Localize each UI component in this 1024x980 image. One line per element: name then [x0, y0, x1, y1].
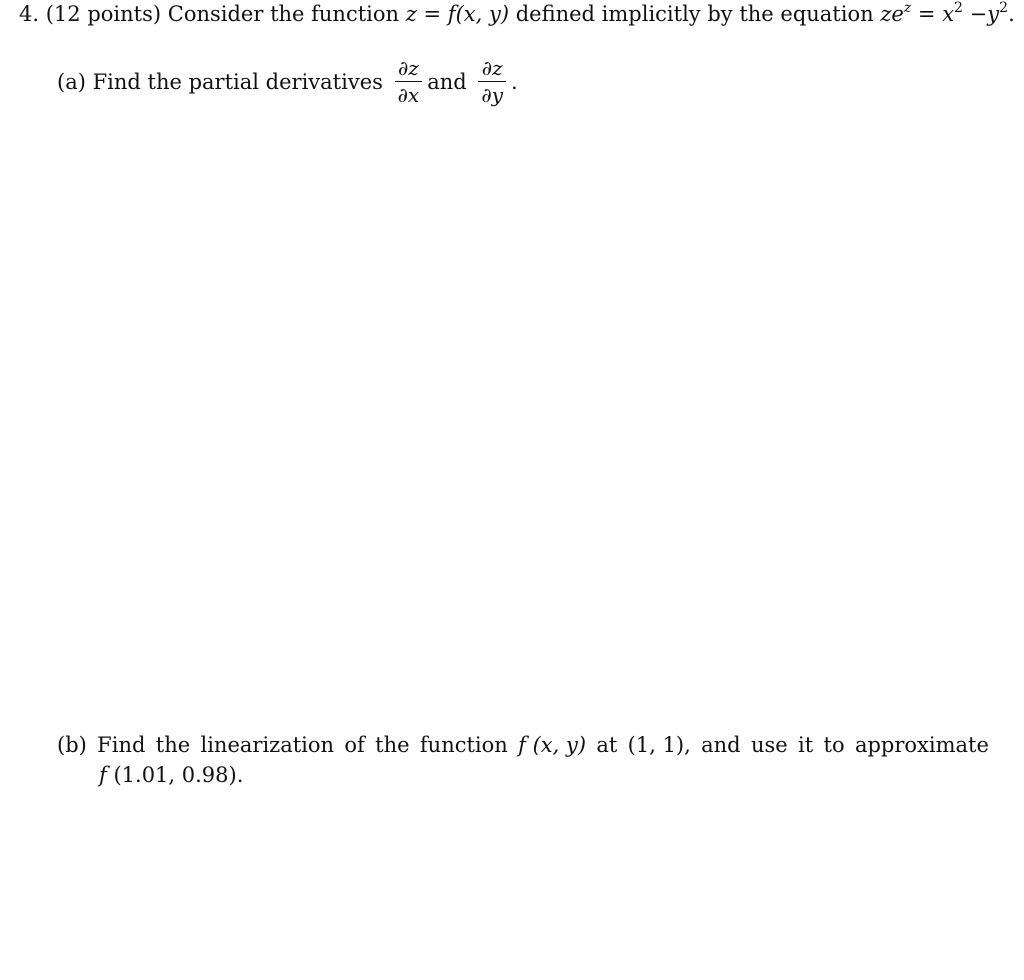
part-b-word: at: [596, 733, 618, 757]
equation-lhs-exponent: z: [903, 0, 912, 16]
part-b-word: approximate: [854, 733, 989, 757]
part-b-label: (b): [57, 733, 87, 757]
equation-x: x: [942, 2, 955, 26]
equation-lhs: ze: [880, 2, 904, 26]
part-b-word: it: [798, 733, 814, 757]
part-b-approx-args: (1.01, 0.98).: [113, 763, 244, 787]
equation-y: y: [987, 2, 1000, 26]
math-equals: =: [423, 2, 442, 26]
part-b-function: f (x, y): [518, 733, 587, 757]
partial-dz-dx-fraction: [395, 56, 423, 107]
part-b-word: and: [701, 733, 741, 757]
fraction-denominator: ∂x: [397, 83, 420, 107]
part-b-point: (1, 1),: [627, 733, 691, 757]
part-a: [57, 58, 518, 109]
problem-number: 4.: [19, 2, 40, 26]
fraction-numerator: ∂z: [481, 56, 503, 80]
fraction-bar: [395, 81, 423, 82]
part-a-end: .: [511, 70, 518, 94]
problem-points: (12 points): [45, 2, 162, 26]
fraction-numerator: ∂z: [397, 56, 419, 80]
part-b: [57, 731, 989, 759]
part-b-word: use: [750, 733, 788, 757]
problem-implicit-text: defined implicitly by the equation: [515, 2, 874, 26]
problem-statement: [19, 0, 1015, 28]
part-b-word: to: [823, 733, 845, 757]
fraction-denominator: ∂y: [481, 83, 504, 107]
part-b-word: the: [155, 733, 191, 757]
part-b-word: function: [419, 733, 508, 757]
math-func-args: (x, y): [455, 2, 510, 26]
part-b-continuation: [99, 761, 243, 789]
equation-x-exponent: 2: [954, 0, 963, 16]
part-b-word: of: [344, 733, 365, 757]
part-b-word: Find: [97, 733, 146, 757]
equation-y-exponent: 2: [999, 0, 1009, 16]
problem-intro-text: Consider the function: [167, 2, 400, 26]
partial-dz-dy-fraction: [478, 56, 506, 107]
math-func-f: f: [447, 2, 456, 26]
part-b-approx-func: f: [99, 763, 107, 787]
part-a-conjunction: and: [427, 70, 467, 94]
fraction-bar: [478, 81, 506, 82]
part-a-label: (a): [57, 70, 86, 94]
part-a-text: Find the partial derivatives: [92, 70, 383, 94]
part-b-word: linearization: [200, 733, 335, 757]
math-var-z: z: [405, 2, 417, 26]
part-b-word: the: [375, 733, 410, 757]
equation-end: .: [1008, 2, 1015, 26]
equation-minus: −: [969, 2, 988, 26]
equation-equals: =: [917, 2, 936, 26]
